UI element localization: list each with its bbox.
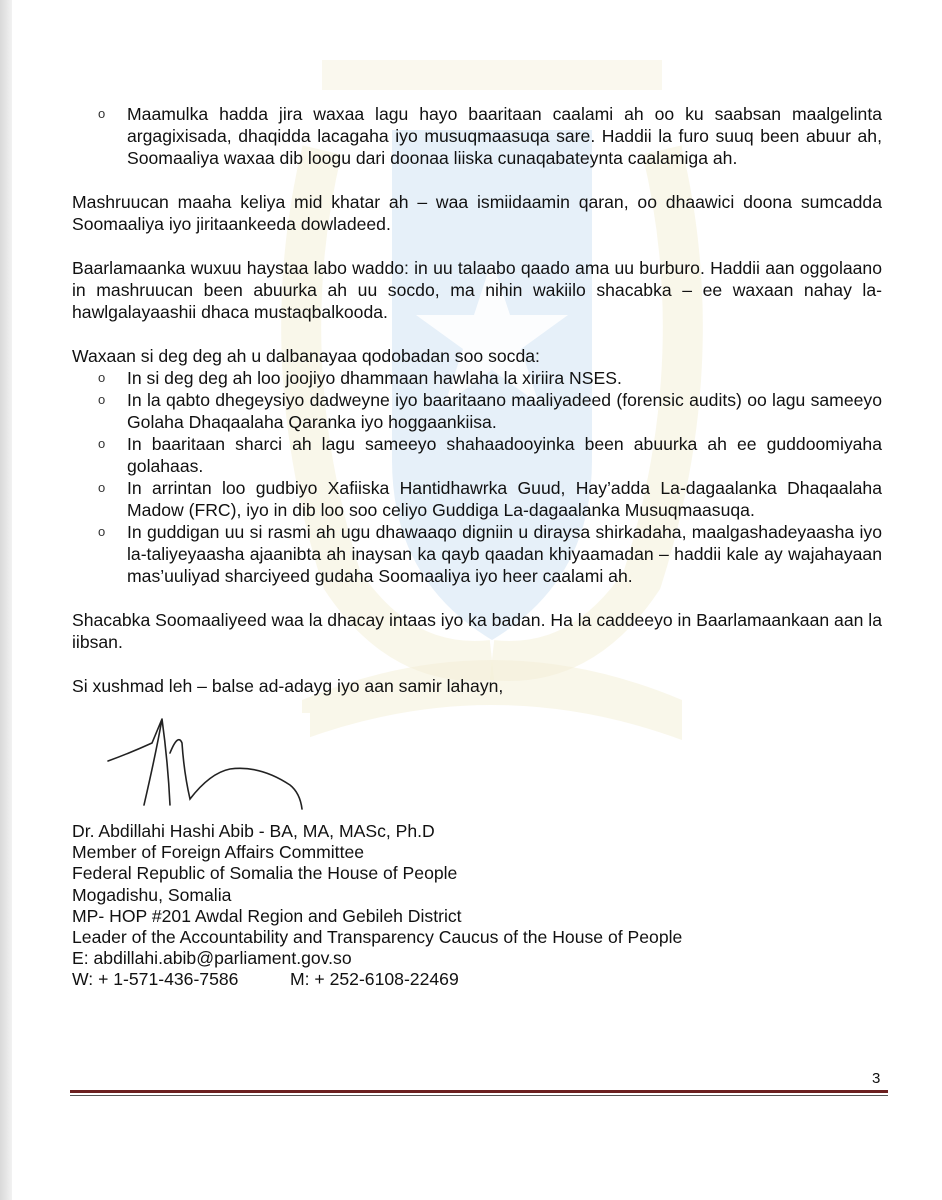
bullet-circle-icon: o xyxy=(98,370,106,385)
demands-intro: Waxaan si deg deg ah u dalbanayaa qodobadan soo socda: xyxy=(72,346,540,366)
mobile-phone: M: + 252-6108-22469 xyxy=(290,969,459,990)
footer-rule-thin xyxy=(70,1095,888,1096)
list-item xyxy=(72,521,882,587)
demand-text: In si deg deg ah loo joojiyo dhammaan hawlaha la xiriira NSES. xyxy=(127,368,622,388)
work-phone: W: + 1-571-436-7586 xyxy=(72,969,239,990)
paragraph: Baarlamaanka wuxuu haystaa labo waddo: in uu talaabo qaado ama uu burburo. Haddii aan oggolaano in mashruucan been abuurka ah uu socdo, ma nihin wakiilo shacabka – ee waxaan nahay la-hawlgalayaashii dhaca mustaqbalkooda. xyxy=(72,258,882,322)
list-item xyxy=(72,389,882,433)
handwritten-signature xyxy=(90,713,310,829)
list-item xyxy=(72,433,882,477)
page-number: 3 xyxy=(872,1070,881,1087)
signatory-name: Dr. Abdillahi Hashi Abib - BA, MA, MASc, Ph.D xyxy=(72,821,435,841)
document-page xyxy=(12,0,942,1200)
footer-rule xyxy=(70,1090,888,1093)
list-item xyxy=(72,477,882,521)
page-edge-shadow xyxy=(0,0,12,1200)
demand-text: In baaritaan sharci ah lagu sameeyo shahaadooyinka been abuurka ah ee guddoomiyaha golahaas. xyxy=(127,434,882,476)
demand-text: In arrintan loo gudbiyo Xafiiska Hantidhawrka Guud, Hay’adda La-dagaalanka Dhaqaalaha Madow (FRC), iyo in dib loo soo celiyo Guddiga La-dagaalanka Musuqmaasuqa. xyxy=(127,478,882,520)
demand-text: In la qabto dhegeysiyo dadweyne iyo baaritaano maaliyadeed (forensic audits) oo lagu sameeyo Golaha Dhaqaalaha Qaranka iyo hoggaankiisa. xyxy=(127,390,882,432)
bullet-circle-icon: o xyxy=(98,106,106,121)
letter-body xyxy=(72,103,882,697)
signatory-email: E: abdillahi.abib@parliament.gov.so xyxy=(72,948,352,969)
closing-salutation: Si xushmad leh – balse ad-adayg iyo aan samir lahayn, xyxy=(72,676,504,696)
paragraph: Mashruucan maaha keliya mid khatar ah – waa ismiidaamin qaran, oo dhaawici doona sumcadda Soomaaliya iyo jiritaankeeda dowladeed. xyxy=(72,192,882,234)
bullet-text: Maamulka hadda jira waxaa lagu hayo baaritaan caalami ah oo ku saabsan maalgelinta argagixisada, dhaqidda lacagaha iyo musuqmaasuqa sare. Haddii la furo suuq been abuur ah, Soomaaliya waxaa dib loogu dari doonaa liiska cunaqabateynta caalamiga ah. xyxy=(127,104,882,168)
list-item xyxy=(72,367,882,389)
signatory-role: Member of Foreign Affairs Committee xyxy=(72,842,365,863)
signatory-city: Mogadishu, Somalia xyxy=(72,884,232,905)
paragraph: Shacabka Soomaaliyeed waa la dhacay intaas iyo ka badan. Ha la caddeeyo in Baarlamaankaan aan la iibsan. xyxy=(72,610,882,652)
bullet-circle-icon: o xyxy=(98,392,106,407)
bullet-circle-icon: o xyxy=(98,436,106,451)
signatory-caucus: Leader of the Accountability and Transparency Caucus of the House of People xyxy=(72,927,683,948)
phone-row xyxy=(72,969,832,990)
demand-text: In guddigan uu si rasmi ah ugu dhawaaqo digniin u diraysa shirkadaha, maalgashadeyaasha iyo la-taliyeyaasha ajaanibta ah inaysan ka qayb qaadan khiyaamadan – haddii kale ay wajahayaan mas’uuliyad sharciyeed gudaha Soomaaliya iyo heer caalami ah. xyxy=(127,522,882,586)
bullet-circle-icon: o xyxy=(98,480,106,495)
signature-block xyxy=(72,821,832,991)
signatory-district: MP- HOP #201 Awdal Region and Gebileh District xyxy=(72,905,462,926)
list-item xyxy=(72,103,882,169)
bullet-circle-icon: o xyxy=(98,524,106,539)
signatory-institution: Federal Republic of Somalia the House of People xyxy=(72,863,458,884)
